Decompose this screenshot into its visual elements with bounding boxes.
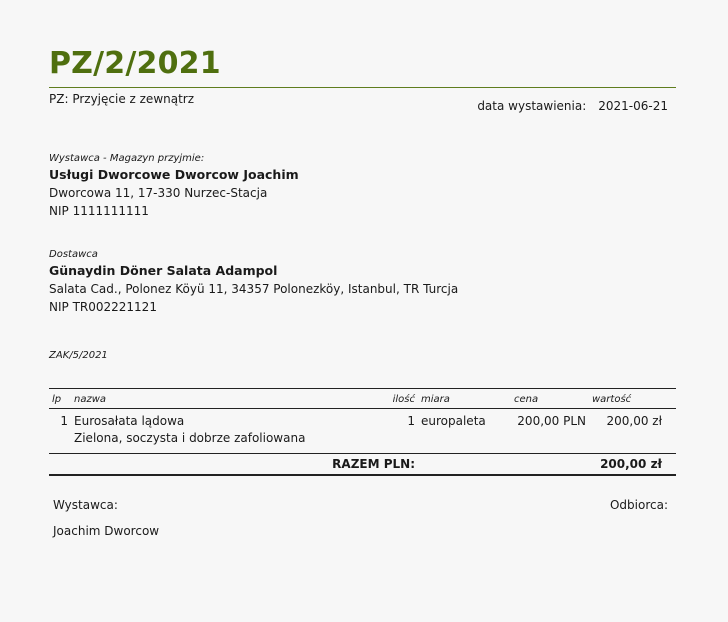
supplier-caption: Dostawca (49, 249, 98, 260)
header-value: wartość (589, 389, 676, 409)
issuer-signature (53, 492, 159, 544)
supplier-name: Günaydin Döner Salata Adampol (49, 263, 278, 278)
header-qty: ilość (386, 389, 418, 409)
row-value: 200,00 zł (606, 414, 662, 428)
issuer-address: Dworcowa 11, 17-330 Nurzec-Stacja (49, 186, 268, 200)
issuer-nip: NIP 1111111111 (49, 204, 149, 218)
order-reference: ZAK/5/2021 (49, 350, 108, 361)
total-label: RAZEM PLN: (49, 453, 418, 475)
header-lp: lp (49, 389, 71, 409)
row-qty: 1 (407, 414, 415, 428)
issuer-signature-name: Joachim Dworcow (53, 524, 160, 538)
row-price: 200,00 PLN (517, 414, 586, 428)
issuer-caption: Wystawca - Magazyn przyjmie: (49, 153, 205, 164)
header-name: nazwa (71, 389, 386, 409)
issue-date-value: 2021-06-21 (598, 99, 668, 113)
issue-date (477, 99, 668, 113)
title-divider (49, 87, 676, 88)
table-header-row (49, 389, 676, 409)
items-table (49, 388, 676, 476)
row-name-cell (71, 409, 386, 448)
supplier-block (49, 248, 458, 316)
total-row (49, 453, 676, 475)
issuer-block (49, 152, 299, 220)
document-type: PZ: Przyjęcie z zewnątrz (49, 92, 195, 106)
total-value: 200,00 zł (589, 453, 676, 475)
issuer-name: Usługi Dworcowe Dworcow Joachim (49, 167, 299, 182)
header-price: cena (502, 389, 589, 409)
supplier-address: Salata Cad., Polonez Köyü 11, 34357 Polonezköy, Istanbul, TR Turcja (49, 282, 459, 296)
row-description: Zielona, soczysta i dobrze zafoliowana (74, 431, 306, 445)
table-row (49, 409, 676, 448)
header-unit: miara (418, 389, 502, 409)
supplier-nip: NIP TR002221121 (49, 300, 157, 314)
document-number: PZ/2/2021 (49, 46, 221, 81)
issuer-signature-label: Wystawca: (53, 498, 118, 512)
issue-date-label: data wystawienia: (477, 99, 587, 113)
row-unit: europaleta (421, 414, 486, 428)
row-name: Eurosałata lądowa (74, 414, 185, 428)
receiver-signature (610, 492, 668, 518)
receiver-signature-label: Odbiorca: (609, 498, 668, 512)
row-lp: 1 (60, 414, 68, 428)
